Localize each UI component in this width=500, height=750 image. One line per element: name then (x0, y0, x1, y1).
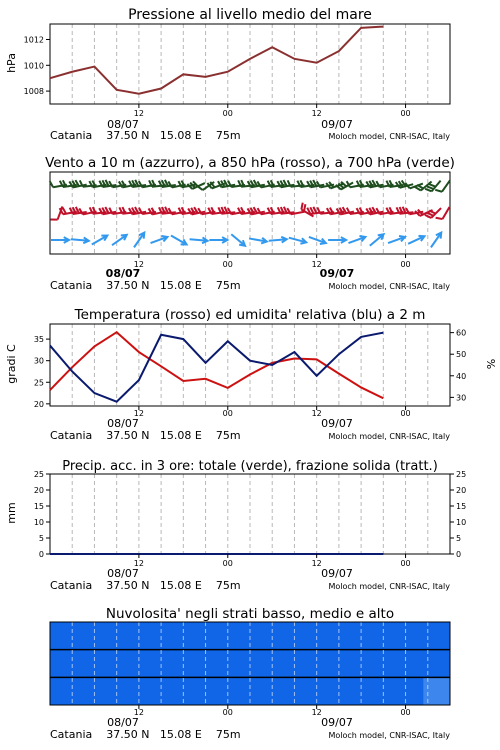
pressure-panel (5, 7, 450, 142)
x-tick-label: 12 (311, 559, 322, 568)
cloud-cell-basso (343, 677, 370, 705)
cloud-cell-medio (77, 650, 104, 678)
x-tick-label: 12 (311, 109, 322, 118)
precipitation-grid (72, 474, 428, 554)
cloud-cell-basso (210, 677, 237, 705)
cloud-cell-medio (343, 650, 370, 678)
wind-feather (425, 189, 432, 192)
x-tick-label: 00 (222, 708, 233, 717)
cloud-cell-medio (397, 650, 424, 678)
wind-date-2: 09/07 (319, 267, 355, 280)
x-tick-label: 12 (133, 409, 144, 418)
wind-location: Catania 37.50 N 15.08 E 75m (50, 279, 241, 292)
wind-barb-850hpa (436, 207, 450, 219)
y2-tick-label: 50 (456, 350, 467, 360)
x-tick-label: 00 (400, 260, 411, 269)
temperature-date-1: 08/07 (107, 417, 139, 430)
y2-tick-label: 15 (456, 502, 467, 511)
x-tick-label: 12 (133, 708, 144, 717)
temperature-xticks (134, 406, 411, 418)
y-tick-label: 10 (33, 518, 44, 527)
y2-tick-label: 5 (456, 534, 462, 543)
wind-arrow-10m (171, 236, 187, 245)
precipitation-yticks (34, 470, 50, 559)
wind-feather (429, 184, 436, 187)
wind-barb-700hpa (396, 180, 413, 187)
cloud-cell-basso (317, 677, 344, 705)
wind-barb-700hpa (415, 182, 432, 191)
precipitation-location: Catania 37.50 N 15.08 E 75m (50, 579, 241, 592)
y2-tick-label: 0 (456, 550, 462, 559)
wind-barb-700hpa (435, 180, 450, 191)
temperature-location: Catania 37.50 N 15.08 E 75m (50, 429, 241, 442)
cloud-cell-medio (183, 650, 210, 678)
cloud-cell-medio (50, 650, 77, 678)
precipitation-credit: Moloch model, CNR-ISAC, Italy (328, 582, 450, 591)
x-tick-label: 12 (311, 409, 322, 418)
precipitation-y2ticks (450, 470, 466, 559)
precipitation-ylabel: mm (5, 502, 18, 524)
y-tick-label: 1010 (23, 61, 44, 71)
wind-barb-700hpa (307, 180, 324, 187)
pressure-credit: Moloch model, CNR-ISAC, Italy (328, 132, 450, 141)
precipitation-xticks (134, 554, 411, 568)
cloud-date-2: 09/07 (321, 716, 353, 729)
x-tick-label: 12 (133, 559, 144, 568)
cloud-cell-alto (317, 622, 344, 650)
wind-arrow-10m (309, 237, 326, 244)
wind-barb-700hpa (159, 180, 176, 187)
wind-arrow-10m (151, 236, 168, 243)
x-tick-label: 00 (400, 708, 411, 717)
cloud-cell-basso (50, 677, 77, 705)
cloud-title: Nuvolosita' negli strati basso, medio e alto (105, 606, 395, 622)
wind-arrow-10m (51, 237, 69, 243)
wind-arrow-10m (112, 235, 127, 245)
y2-tick-label: 20 (456, 486, 467, 495)
wind-shaft (443, 207, 450, 219)
cloud-cell-basso (397, 677, 424, 705)
wind-arrow-10m (348, 236, 365, 243)
cloud-cell-medio (317, 650, 344, 678)
cloud-cell-alto (50, 622, 77, 650)
wind-panel (45, 155, 455, 292)
cloud-cell-medio (263, 650, 290, 678)
wind-shaft (231, 234, 245, 246)
temperature-yticks (34, 335, 50, 409)
temperature-ylabel: gradi C (5, 344, 18, 384)
cloud-cell-alto (183, 622, 210, 650)
x-tick-label: 00 (222, 260, 233, 269)
y-tick-label: 1012 (23, 35, 44, 45)
pressure-date-1: 08/07 (107, 118, 139, 131)
precipitation-panel (5, 459, 466, 592)
temperature-date-2: 09/07 (321, 417, 353, 430)
y2-tick-label: 60 (456, 328, 467, 338)
x-tick-label: 12 (311, 260, 322, 269)
pressure-location: Catania 37.50 N 15.08 E 75m (50, 129, 241, 142)
pressure-date-2: 09/07 (321, 118, 353, 131)
cloud-cell-alto (343, 622, 370, 650)
temperature-credit: Moloch model, CNR-ISAC, Italy (328, 432, 450, 441)
y-tick-label: 0 (38, 550, 44, 559)
y-tick-label: 25 (33, 378, 44, 388)
pressure-ylabel: hPa (5, 53, 18, 73)
humidity-ylabel: % (484, 358, 497, 370)
wind-arrow-10m (431, 233, 441, 248)
wind-shaft (442, 180, 450, 191)
wind-arrow-10m (209, 237, 227, 243)
wind-arrow-10m (388, 236, 405, 243)
y2-tick-label: 30 (456, 393, 467, 403)
x-tick-label: 00 (222, 409, 233, 418)
cloud-panel (50, 606, 451, 741)
y-tick-label: 1008 (23, 87, 44, 97)
cloud-location: Catania 37.50 N 15.08 E 75m (50, 728, 241, 741)
cloud-cell-basso (263, 677, 290, 705)
y2-tick-label: 10 (456, 518, 467, 527)
wind-arrow-10m (269, 237, 287, 243)
wind-feather (304, 204, 305, 211)
pressure-title: Pressione al livello medio del mare (128, 7, 372, 23)
y-tick-label: 35 (33, 335, 44, 345)
cloud-cell-alto (263, 622, 290, 650)
wind-arrow-10m (328, 237, 346, 243)
wind-feather (197, 186, 203, 190)
y-tick-label: 30 (33, 356, 44, 366)
y-tick-label: 5 (38, 534, 44, 543)
pressure-series-line (50, 27, 383, 94)
wind-arrow-10m (71, 237, 89, 243)
cloud-credit: Moloch model, CNR-ISAC, Italy (328, 731, 450, 740)
cloud-cell-alto (210, 622, 237, 650)
wind-title: Vento a 10 m (azzurro), a 850 hPa (rosso), a 700 hPa (verde) (45, 155, 455, 171)
cloud-cell-medio (130, 650, 157, 678)
cloud-xticks (134, 705, 411, 717)
wind-feather (436, 218, 443, 219)
x-tick-label: 12 (311, 708, 322, 717)
temperature-series-line (50, 332, 383, 398)
precipitation-date-1: 08/07 (107, 567, 139, 580)
wind-xticks (134, 254, 411, 269)
wind-shaft (370, 234, 384, 246)
wind-barb-850hpa (397, 207, 414, 214)
x-tick-label: 00 (400, 409, 411, 418)
y-tick-label: 20 (33, 486, 44, 495)
wind-barb-700hpa (99, 180, 116, 187)
wind-barb-850hpa (278, 207, 295, 214)
x-tick-label: 12 (133, 109, 144, 118)
y-tick-label: 15 (33, 502, 44, 511)
wind-arrow-10m (190, 237, 208, 243)
y-tick-label: 25 (33, 470, 44, 479)
wind-arrow-10m (289, 238, 306, 244)
wind-feather (435, 190, 442, 192)
cloud-cell-alto (77, 622, 104, 650)
cloud-cell-basso (183, 677, 210, 705)
temperature-panel (5, 307, 497, 442)
x-tick-label: 12 (133, 260, 144, 269)
cloud-cell-medio (210, 650, 237, 678)
precipitation-date-2: 09/07 (321, 567, 353, 580)
humidity-yticks (450, 329, 466, 403)
precipitation-title: Precip. acc. in 3 ore: totale (verde), frazione solida (tratt.) (62, 459, 438, 474)
cloud-date-1: 08/07 (107, 716, 139, 729)
pressure-xticks (134, 104, 411, 118)
pressure-plot-area (50, 24, 450, 104)
pressure-yticks (24, 35, 50, 96)
y2-tick-label: 40 (456, 371, 467, 381)
wind-barb-850hpa (218, 207, 235, 214)
cloud-cell-basso (130, 677, 157, 705)
wind-arrow-10m (249, 238, 267, 244)
x-tick-label: 00 (400, 109, 411, 118)
temperature-title: Temperatura (rosso) ed umidita' relativa (blu) a 2 m (74, 307, 426, 323)
wind-date-1: 08/07 (105, 267, 141, 280)
wind-feather (301, 203, 302, 210)
x-tick-label: 00 (222, 559, 233, 568)
cloud-cell-alto (397, 622, 424, 650)
x-tick-label: 00 (222, 109, 233, 118)
wind-arrow-10m (408, 236, 424, 244)
wind-barb-700hpa (129, 180, 146, 187)
cloud-cell-alto (130, 622, 157, 650)
y2-tick-label: 25 (456, 470, 467, 479)
wind-credit: Moloch model, CNR-ISAC, Italy (328, 282, 450, 291)
y-tick-label: 20 (33, 399, 44, 409)
precipitation-plot-area (50, 474, 450, 554)
x-tick-label: 00 (400, 559, 411, 568)
cloud-cell-basso (77, 677, 104, 705)
wind-barb-700hpa (248, 180, 265, 187)
wind-arrow-10m (370, 234, 384, 246)
wind-arrow-10m (231, 234, 245, 246)
